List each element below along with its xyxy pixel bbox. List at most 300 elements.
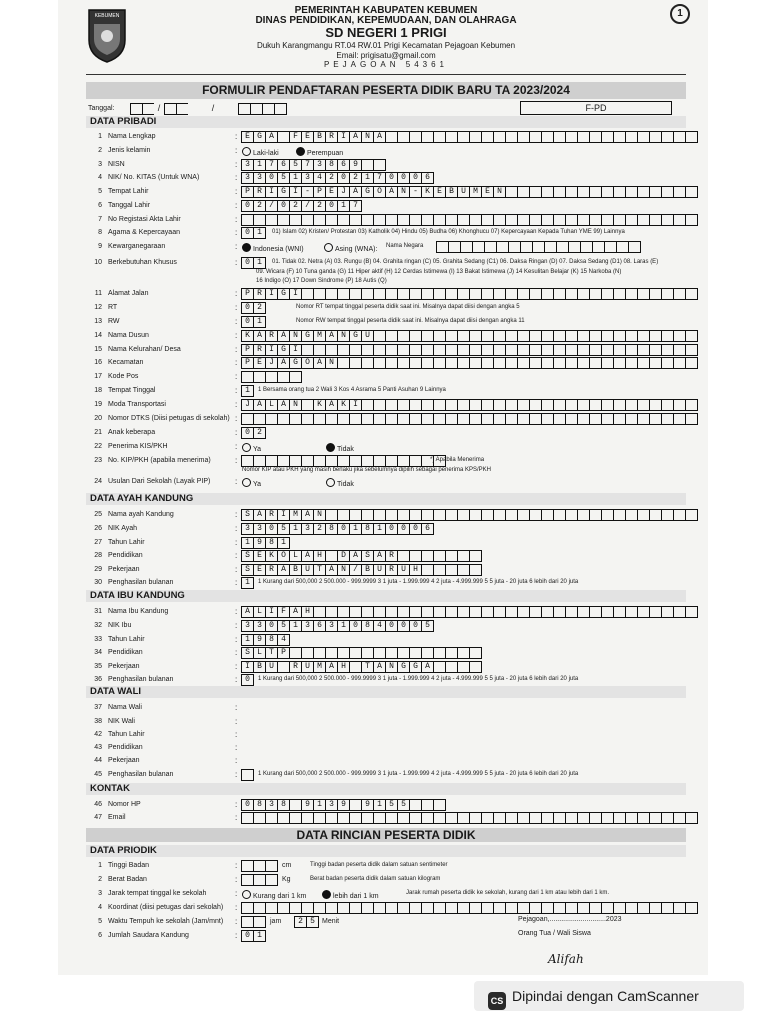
entry-box[interactable] — [553, 413, 565, 425]
entry-box[interactable]: 1 — [277, 537, 290, 549]
entry-box[interactable]: B — [289, 564, 301, 576]
entry-box[interactable]: 2 — [253, 302, 266, 314]
entry-box[interactable] — [373, 288, 385, 300]
entry-boxes[interactable] — [241, 344, 698, 356]
entry-box[interactable]: A — [253, 509, 265, 521]
entry-box[interactable] — [409, 131, 421, 143]
entry-box[interactable] — [481, 902, 493, 914]
gender-female-radio[interactable] — [296, 147, 343, 157]
entry-box[interactable] — [685, 413, 698, 425]
entry-box[interactable] — [505, 330, 517, 342]
entry-box[interactable]: 3 — [265, 799, 277, 811]
entry-box[interactable] — [349, 344, 361, 356]
entry-boxes[interactable] — [241, 399, 698, 411]
radio-icon[interactable] — [242, 147, 251, 156]
entry-box[interactable] — [301, 902, 313, 914]
pip-yes-radio[interactable] — [242, 478, 261, 488]
entry-box[interactable] — [289, 902, 301, 914]
entry-box[interactable] — [445, 902, 457, 914]
entry-box[interactable] — [265, 413, 277, 425]
entry-box[interactable]: K — [313, 399, 325, 411]
entry-box[interactable] — [505, 812, 517, 824]
entry-box[interactable]: R — [253, 288, 265, 300]
entry-box[interactable] — [421, 413, 433, 425]
entry-box[interactable] — [493, 509, 505, 521]
entry-box[interactable] — [433, 550, 445, 562]
entry-box[interactable]: 1 — [289, 523, 301, 535]
entry-box[interactable] — [457, 902, 469, 914]
entry-box[interactable] — [373, 647, 385, 659]
entry-box[interactable] — [457, 564, 469, 576]
entry-box[interactable] — [601, 399, 613, 411]
entry-box[interactable] — [325, 214, 337, 226]
entry-box[interactable]: 2 — [313, 523, 325, 535]
entry-box[interactable] — [613, 399, 625, 411]
entry-box[interactable] — [373, 902, 385, 914]
entry-box[interactable] — [529, 509, 541, 521]
entry-box[interactable]: N — [493, 186, 505, 198]
entry-box[interactable] — [589, 186, 601, 198]
entry-box[interactable] — [625, 131, 637, 143]
entry-box[interactable] — [541, 357, 553, 369]
entry-boxes[interactable] — [241, 799, 446, 811]
entry-boxes[interactable] — [241, 385, 254, 397]
entry-box[interactable]: N — [325, 357, 337, 369]
entry-box[interactable] — [685, 357, 698, 369]
entry-box[interactable] — [577, 399, 589, 411]
entry-box[interactable]: B — [361, 564, 373, 576]
entry-box[interactable] — [637, 399, 649, 411]
entry-boxes[interactable] — [241, 227, 266, 239]
entry-box[interactable]: 9 — [301, 799, 313, 811]
entry-box[interactable] — [649, 214, 661, 226]
entry-box[interactable] — [469, 661, 482, 673]
entry-box[interactable] — [265, 860, 278, 872]
entry-box[interactable]: R — [325, 131, 337, 143]
entry-box[interactable]: 3 — [313, 159, 325, 171]
entry-box[interactable] — [589, 330, 601, 342]
entry-box[interactable] — [457, 344, 469, 356]
gender-male-radio[interactable] — [242, 147, 279, 157]
entry-box[interactable]: G — [361, 186, 373, 198]
entry-box[interactable] — [325, 606, 337, 618]
entry-box[interactable]: F — [289, 131, 301, 143]
entry-box[interactable] — [517, 902, 529, 914]
entry-box[interactable]: E — [253, 357, 265, 369]
entry-box[interactable] — [649, 902, 661, 914]
entry-box[interactable] — [277, 131, 289, 143]
entry-boxes[interactable] — [241, 302, 266, 314]
entry-box[interactable] — [517, 812, 529, 824]
entry-box[interactable] — [673, 812, 685, 824]
entry-box[interactable] — [565, 812, 577, 824]
entry-box[interactable]: 0 — [241, 302, 253, 314]
entry-box[interactable] — [685, 509, 698, 521]
entry-box[interactable] — [625, 214, 637, 226]
entry-box[interactable] — [277, 455, 289, 467]
entry-box[interactable]: 1 — [253, 227, 266, 239]
entry-box[interactable] — [445, 509, 457, 521]
entry-box[interactable] — [493, 606, 505, 618]
entry-box[interactable] — [613, 509, 625, 521]
entry-box[interactable] — [649, 812, 661, 824]
entry-box[interactable] — [469, 902, 481, 914]
entry-box[interactable] — [337, 509, 349, 521]
entry-box[interactable] — [616, 241, 628, 253]
entry-box[interactable]: M — [313, 330, 325, 342]
entry-box[interactable] — [313, 606, 325, 618]
entry-box[interactable]: 1 — [289, 620, 301, 632]
entry-box[interactable]: I — [277, 509, 289, 521]
entry-box[interactable] — [433, 902, 445, 914]
entry-box[interactable] — [577, 509, 589, 521]
entry-box[interactable] — [637, 357, 649, 369]
entry-box[interactable] — [469, 812, 481, 824]
entry-box[interactable] — [409, 344, 421, 356]
entry-box[interactable]: 0 — [349, 620, 361, 632]
entry-box[interactable] — [445, 399, 457, 411]
entry-box[interactable]: U — [457, 186, 469, 198]
entry-box[interactable] — [373, 399, 385, 411]
entry-box[interactable] — [589, 399, 601, 411]
entry-box[interactable] — [625, 344, 637, 356]
entry-box[interactable] — [349, 455, 361, 467]
entry-box[interactable] — [625, 606, 637, 618]
entry-box[interactable] — [433, 799, 446, 811]
entry-box[interactable] — [421, 647, 433, 659]
entry-box[interactable] — [241, 812, 253, 824]
entry-box[interactable]: G — [277, 186, 289, 198]
entry-box[interactable] — [685, 606, 698, 618]
entry-box[interactable]: R — [265, 509, 277, 521]
entry-box[interactable] — [337, 455, 349, 467]
entry-box[interactable] — [472, 241, 484, 253]
entry-box[interactable] — [541, 902, 553, 914]
entry-box[interactable] — [685, 812, 698, 824]
entry-box[interactable] — [277, 413, 289, 425]
entry-box[interactable] — [385, 413, 397, 425]
entry-box[interactable] — [373, 344, 385, 356]
entry-box[interactable] — [529, 902, 541, 914]
entry-box[interactable] — [673, 399, 685, 411]
entry-box[interactable] — [496, 241, 508, 253]
entry-box[interactable] — [529, 606, 541, 618]
entry-box[interactable] — [505, 902, 517, 914]
entry-box[interactable]: 2 — [253, 200, 265, 212]
entry-box[interactable] — [481, 344, 493, 356]
entry-box[interactable]: A — [373, 131, 385, 143]
entry-boxes[interactable] — [241, 455, 446, 467]
entry-box[interactable] — [553, 509, 565, 521]
entry-box[interactable] — [553, 186, 565, 198]
entry-box[interactable]: G — [301, 330, 313, 342]
entry-box[interactable]: 0 — [337, 172, 349, 184]
entry-box[interactable] — [541, 413, 553, 425]
entry-box[interactable] — [505, 344, 517, 356]
entry-box[interactable] — [289, 812, 301, 824]
entry-box[interactable]: K — [265, 550, 277, 562]
entry-box[interactable] — [409, 357, 421, 369]
entry-box[interactable]: 0 — [265, 523, 277, 535]
entry-box[interactable] — [484, 241, 496, 253]
entry-box[interactable] — [649, 606, 661, 618]
entry-box[interactable]: 8 — [361, 523, 373, 535]
entry-box[interactable] — [685, 214, 698, 226]
distance-under-1km-radio[interactable] — [242, 890, 306, 900]
entry-box[interactable] — [445, 357, 457, 369]
entry-box[interactable]: 9 — [337, 799, 349, 811]
entry-box[interactable] — [433, 564, 445, 576]
entry-box[interactable] — [397, 902, 409, 914]
entry-box[interactable]: K — [421, 186, 433, 198]
entry-box[interactable]: G — [253, 131, 265, 143]
entry-box[interactable] — [613, 330, 625, 342]
entry-box[interactable] — [409, 455, 421, 467]
entry-box[interactable]: A — [253, 399, 265, 411]
entry-box[interactable] — [373, 159, 386, 171]
entry-box[interactable] — [481, 357, 493, 369]
entry-box[interactable] — [325, 647, 337, 659]
entry-box[interactable] — [505, 288, 517, 300]
entry-box[interactable] — [457, 413, 469, 425]
entry-box[interactable]: 1 — [253, 930, 266, 942]
entry-box[interactable]: A — [325, 564, 337, 576]
entry-box[interactable] — [577, 214, 589, 226]
entry-box[interactable]: R — [265, 330, 277, 342]
entry-box[interactable] — [517, 357, 529, 369]
entry-box[interactable] — [409, 399, 421, 411]
entry-box[interactable] — [397, 413, 409, 425]
entry-box[interactable] — [529, 413, 541, 425]
entry-box[interactable] — [253, 371, 265, 383]
entry-box[interactable]: 1 — [253, 159, 265, 171]
entry-box[interactable]: N — [337, 330, 349, 342]
entry-box[interactable] — [397, 131, 409, 143]
entry-box[interactable] — [637, 131, 649, 143]
entry-box[interactable] — [625, 330, 637, 342]
entry-box[interactable]: 0 — [385, 620, 397, 632]
entry-box[interactable] — [397, 214, 409, 226]
entry-boxes[interactable] — [241, 812, 698, 824]
entry-box[interactable] — [505, 357, 517, 369]
entry-box[interactable]: U — [361, 330, 373, 342]
entry-box[interactable] — [265, 812, 277, 824]
entry-box[interactable]: T — [313, 564, 325, 576]
entry-box[interactable]: M — [469, 186, 481, 198]
entry-box[interactable] — [373, 214, 385, 226]
entry-box[interactable] — [529, 357, 541, 369]
entry-box[interactable] — [625, 186, 637, 198]
entry-box[interactable] — [397, 357, 409, 369]
entry-box[interactable] — [601, 357, 613, 369]
entry-box[interactable] — [361, 902, 373, 914]
entry-box[interactable]: 1 — [241, 634, 253, 646]
entry-box[interactable] — [661, 214, 673, 226]
entry-box[interactable] — [589, 413, 601, 425]
entry-box[interactable] — [421, 344, 433, 356]
entry-box[interactable] — [469, 564, 482, 576]
entry-box[interactable] — [661, 509, 673, 521]
entry-box[interactable] — [445, 413, 457, 425]
entry-box[interactable]: 8 — [253, 799, 265, 811]
entry-box[interactable]: 2 — [294, 916, 306, 928]
entry-box[interactable] — [445, 661, 457, 673]
entry-box[interactable] — [253, 812, 265, 824]
radio-icon[interactable] — [322, 890, 331, 899]
entry-box[interactable] — [493, 812, 505, 824]
entry-box[interactable] — [520, 241, 532, 253]
entry-box[interactable] — [361, 214, 373, 226]
entry-box[interactable] — [601, 131, 613, 143]
entry-boxes[interactable] — [241, 172, 434, 184]
entry-box[interactable]: 4 — [277, 634, 290, 646]
entry-box[interactable]: 4 — [373, 620, 385, 632]
radio-icon[interactable] — [296, 147, 305, 156]
entry-box[interactable] — [337, 606, 349, 618]
entry-box[interactable] — [277, 371, 289, 383]
radio-icon[interactable] — [326, 478, 335, 487]
entry-box[interactable]: A — [301, 509, 313, 521]
entry-box[interactable] — [460, 241, 472, 253]
entry-box[interactable]: A — [241, 606, 253, 618]
entry-box[interactable]: H — [301, 606, 313, 618]
entry-boxes[interactable] — [241, 537, 290, 549]
entry-boxes[interactable] — [436, 241, 641, 253]
entry-box[interactable] — [649, 330, 661, 342]
entry-box[interactable] — [625, 288, 637, 300]
entry-box[interactable] — [289, 647, 301, 659]
entry-box[interactable] — [337, 344, 349, 356]
entry-box[interactable] — [553, 606, 565, 618]
entry-box[interactable] — [421, 902, 433, 914]
entry-box[interactable] — [481, 399, 493, 411]
entry-box[interactable] — [421, 564, 433, 576]
entry-box[interactable] — [469, 214, 481, 226]
entry-box[interactable] — [481, 509, 493, 521]
entry-box[interactable] — [469, 344, 481, 356]
entry-box[interactable]: D — [337, 550, 349, 562]
entry-box[interactable] — [349, 661, 361, 673]
entry-box[interactable] — [436, 241, 448, 253]
entry-box[interactable]: E — [481, 186, 493, 198]
entry-box[interactable] — [289, 413, 301, 425]
entry-box[interactable]: I — [349, 399, 361, 411]
entry-box[interactable]: 0 — [397, 172, 409, 184]
entry-box[interactable] — [589, 131, 601, 143]
entry-box[interactable] — [253, 214, 265, 226]
entry-box[interactable] — [541, 214, 553, 226]
entry-box[interactable] — [517, 131, 529, 143]
entry-boxes[interactable] — [241, 186, 698, 198]
entry-box[interactable]: 9 — [349, 159, 361, 171]
entry-box[interactable] — [604, 241, 616, 253]
entry-box[interactable] — [580, 241, 592, 253]
entry-box[interactable] — [673, 288, 685, 300]
entry-box[interactable]: E — [325, 186, 337, 198]
entry-box[interactable] — [601, 186, 613, 198]
entry-box[interactable]: 3 — [301, 172, 313, 184]
entry-box[interactable] — [433, 131, 445, 143]
entry-box[interactable]: A — [277, 357, 289, 369]
entry-box[interactable] — [301, 647, 313, 659]
entry-box[interactable] — [337, 902, 349, 914]
entry-box[interactable] — [361, 344, 373, 356]
entry-boxes[interactable] — [241, 550, 482, 562]
entry-box[interactable] — [565, 344, 577, 356]
entry-box[interactable] — [673, 186, 685, 198]
entry-box[interactable] — [361, 812, 373, 824]
entry-box[interactable] — [613, 186, 625, 198]
entry-box[interactable] — [313, 344, 325, 356]
entry-box[interactable]: J — [265, 357, 277, 369]
entry-box[interactable] — [241, 874, 253, 886]
entry-box[interactable] — [637, 509, 649, 521]
entry-box[interactable]: R — [265, 564, 277, 576]
entry-box[interactable] — [409, 606, 421, 618]
entry-box[interactable] — [457, 131, 469, 143]
entry-box[interactable]: R — [253, 344, 265, 356]
entry-box[interactable] — [277, 661, 289, 673]
entry-box[interactable] — [601, 606, 613, 618]
entry-box[interactable]: 5 — [385, 799, 397, 811]
entry-box[interactable] — [433, 661, 445, 673]
entry-box[interactable] — [325, 812, 337, 824]
entry-box[interactable] — [421, 214, 433, 226]
entry-box[interactable] — [241, 371, 253, 383]
entry-box[interactable] — [445, 606, 457, 618]
entry-box[interactable]: 0 — [241, 200, 253, 212]
entry-box[interactable] — [241, 902, 253, 914]
entry-box[interactable] — [541, 288, 553, 300]
entry-box[interactable] — [385, 647, 397, 659]
entry-box[interactable]: 0 — [337, 523, 349, 535]
entry-box[interactable]: U — [301, 661, 313, 673]
entry-box[interactable]: 4 — [313, 172, 325, 184]
entry-box[interactable]: K — [337, 399, 349, 411]
entry-box[interactable]: 3 — [241, 620, 253, 632]
entry-box[interactable] — [673, 330, 685, 342]
entry-boxes[interactable] — [241, 523, 434, 535]
entry-box[interactable]: N — [385, 661, 397, 673]
entry-box[interactable] — [241, 769, 254, 781]
entry-box[interactable] — [493, 330, 505, 342]
entry-box[interactable]: 1 — [337, 200, 349, 212]
entry-box[interactable] — [541, 812, 553, 824]
entry-box[interactable] — [541, 330, 553, 342]
entry-box[interactable] — [673, 902, 685, 914]
entry-box[interactable] — [421, 812, 433, 824]
entry-box[interactable] — [445, 131, 457, 143]
entry-box[interactable] — [553, 902, 565, 914]
entry-box[interactable] — [517, 186, 529, 198]
entry-box[interactable] — [313, 455, 325, 467]
entry-box[interactable]: F — [277, 606, 289, 618]
entry-box[interactable] — [361, 357, 373, 369]
entry-box[interactable] — [541, 131, 553, 143]
entry-box[interactable] — [469, 330, 481, 342]
entry-box[interactable]: 1 — [337, 620, 349, 632]
entry-box[interactable] — [397, 647, 409, 659]
entry-box[interactable] — [385, 357, 397, 369]
entry-box[interactable]: 0 — [385, 523, 397, 535]
entry-box[interactable] — [325, 344, 337, 356]
entry-box[interactable] — [637, 330, 649, 342]
entry-box[interactable]: I — [265, 186, 277, 198]
entry-boxes[interactable] — [241, 357, 698, 369]
entry-box[interactable]: T — [265, 647, 277, 659]
entry-boxes[interactable] — [241, 131, 698, 143]
entry-box[interactable] — [661, 330, 673, 342]
